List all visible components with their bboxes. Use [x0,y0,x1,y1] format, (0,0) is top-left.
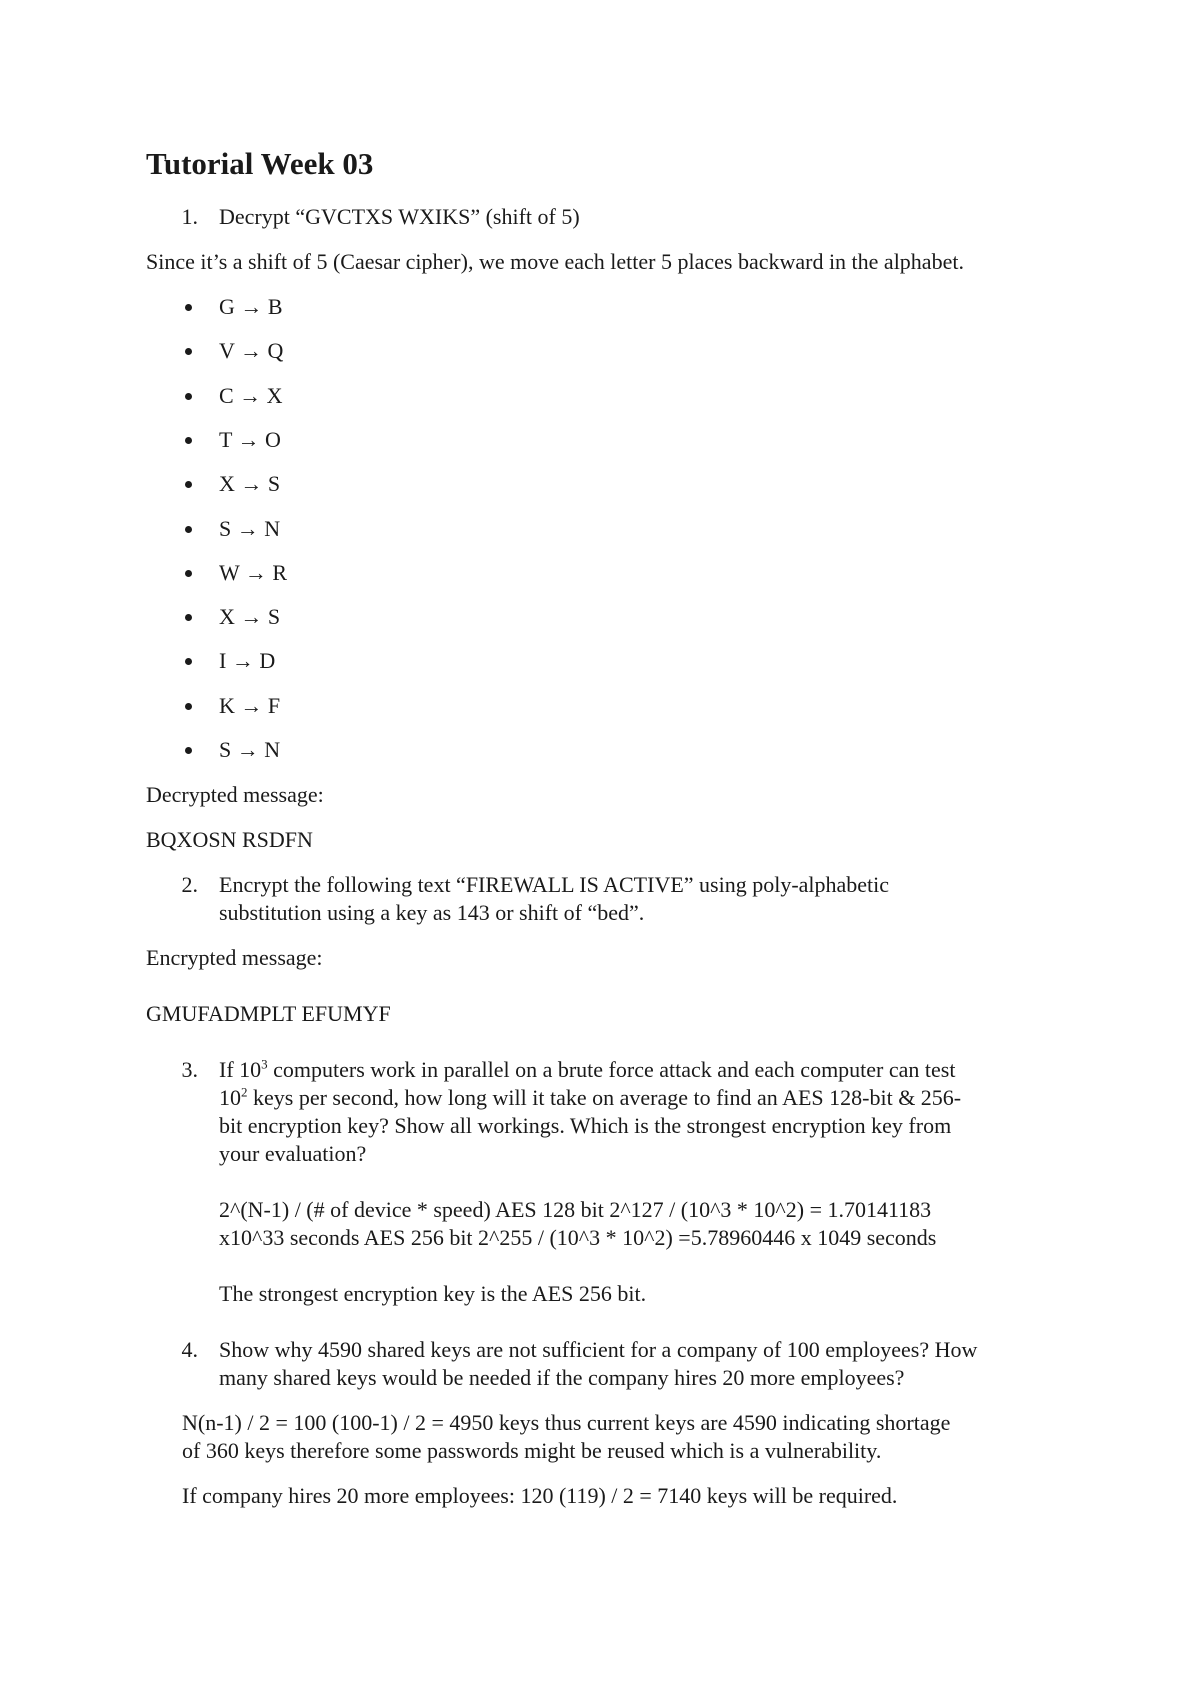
q4-answer-line3: If company hires 20 more employees: 120 (119) / 2 = 7140 keys will be required. [182,1483,898,1508]
q3-line2-sup: 2 [241,1084,248,1100]
q3-answer-line2: x10^33 seconds AES 256 bit 2^255 / (10^3 * 10^2) =5.78960446 x 1049 seconds [219,1225,937,1250]
q3-line1-post: computers work in parallel on a brute force attack and each computer can test [267,1057,956,1082]
q3-line4: your evaluation? [219,1141,367,1166]
bullet-dot [185,658,192,665]
q2-number: 2. [181,872,198,897]
q1-question: Decrypt “GVCTXS WXIKS” (shift of 5) [219,204,580,229]
q3-line2-post: keys per second, how long will it take on average to find an AES 128-bit & 256- [247,1085,962,1110]
q4-answer-line1: N(n-1) / 2 = 100 (100-1) / 2 = 4950 keys thus current keys are 4590 indicating shortage [182,1410,951,1435]
bullet-dot [185,348,192,355]
bullet-dot [185,437,192,444]
q4-line2: many shared keys would be needed if the company hires 20 more employees? [219,1365,905,1390]
mapping-item: K → F [219,692,281,718]
mapping-item: T → O [219,426,281,452]
mapping-item: W → R [219,559,288,585]
mapping-item: C → X [219,382,283,408]
q3-line1-pre: If 10 [219,1057,262,1082]
q3-line1 [219,1056,955,1084]
mapping-item: I → D [219,648,276,674]
bullet-dot [185,570,192,577]
mapping-item: S → N [219,515,281,541]
q4-number: 4. [181,1337,198,1362]
q3-number: 3. [181,1057,198,1082]
mapping-item: G → B [219,294,283,319]
q1-number: 1. [181,204,198,229]
q2-question-line1: Encrypt the following text “FIREWALL IS ACTIVE” using poly-alphabetic [219,872,890,897]
q3-line2 [219,1084,961,1112]
bullet-dot [185,703,192,710]
mapping-item: V → Q [219,338,284,364]
q1-result: BQXOSN RSDFN [146,827,313,852]
q3-line1-sup: 3 [261,1056,268,1072]
bullet-dot [185,526,192,533]
mapping-item: X → S [219,471,281,497]
bullet-dot [185,481,192,488]
q4-line1: Show why 4590 shared keys are not sufficient for a company of 100 employees? How [219,1337,978,1362]
q3-answer-line1: 2^(N-1) / (# of device * speed) AES 128 bit 2^127 / (10^3 * 10^2) = 1.70141183 [219,1197,932,1222]
q3-conclusion: The strongest encryption key is the AES 256 bit. [219,1281,647,1306]
q2-question-line2: substitution using a key as 143 or shift of “bed”. [219,900,645,925]
page-title: Tutorial Week 03 [146,146,374,181]
bullet-dot [185,393,192,400]
q3-line3: bit encryption key? Show all workings. Which is the strongest encryption key from [219,1113,952,1138]
q1-explanation: Since it’s a shift of 5 (Caesar cipher), we move each letter 5 places backward in the alphabet. [146,249,964,274]
bullet-dot [185,747,192,754]
q4-answer-line2: of 360 keys therefore some passwords might be reused which is a vulnerability. [182,1438,882,1463]
mapping-item: X → S [219,604,281,630]
q1-result-label: Decrypted message: [146,782,324,807]
q2-result: GMUFADMPLT EFUMYF [146,1001,391,1026]
mapping-item: S → N [219,737,281,762]
bullet-dot [185,614,192,621]
q3-line2-pre: 10 [219,1085,241,1110]
q2-result-label: Encrypted message: [146,945,323,970]
bullet-dot [185,304,192,311]
